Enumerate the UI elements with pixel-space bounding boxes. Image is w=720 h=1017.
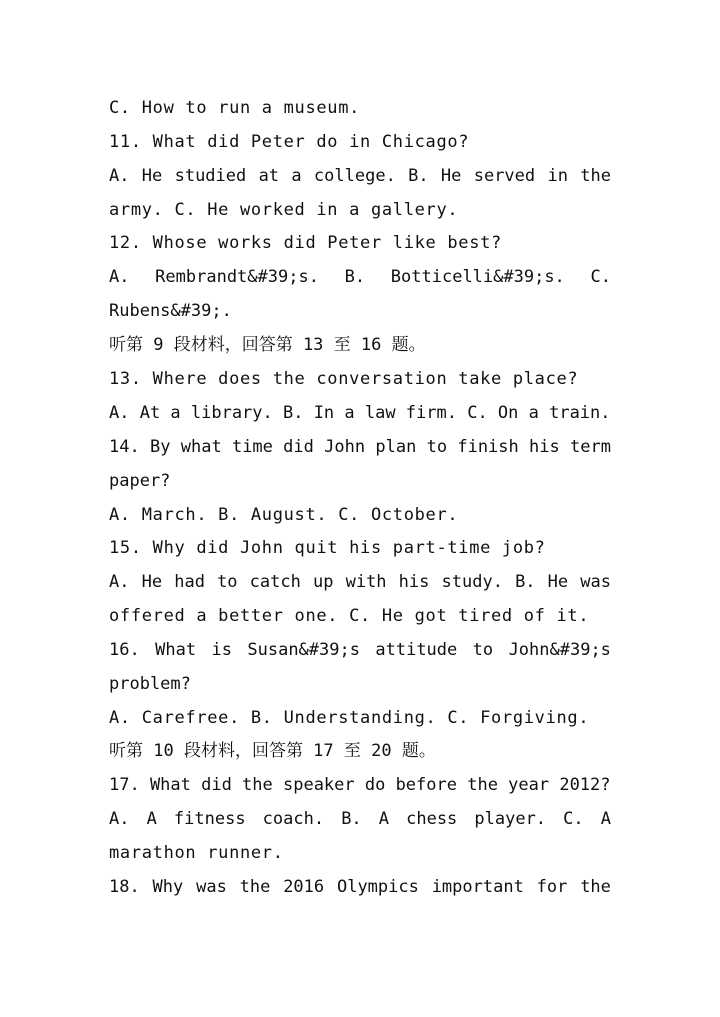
question-16-options: A. Carefree. B. Understanding. C. Forgiving. — [109, 708, 590, 728]
question-15: 15. Why did John quit his part-time job? — [109, 538, 546, 558]
word: A. — [109, 809, 130, 829]
word: to — [426, 437, 448, 457]
word: He — [547, 572, 569, 592]
word: 2016 — [283, 877, 325, 897]
word: coach. — [262, 809, 325, 829]
question-18-line-1 — [109, 876, 611, 898]
word: was — [580, 572, 611, 592]
word: chess — [406, 809, 458, 829]
question-12-options-line-1 — [109, 266, 611, 288]
word: the — [239, 877, 271, 897]
question-14-line-2: paper? — [109, 471, 171, 491]
word: B. — [515, 572, 536, 592]
word: 18. — [109, 877, 140, 897]
word: important — [431, 877, 524, 897]
word: a — [291, 166, 302, 186]
word: John&#39;s — [508, 640, 611, 660]
word: A. — [109, 166, 130, 186]
word: Rembrandt&#39;s. — [155, 267, 319, 287]
question-17: 17. What did the speaker do before the year 2012? — [109, 775, 611, 795]
word: Botticelli&#39;s. — [390, 267, 565, 287]
text-line: C. How to run a museum. — [109, 98, 361, 118]
section-heading-9: 听第 9 段材料，回答第 13 至 16 题。 — [109, 335, 426, 355]
question-16-line-1 — [109, 639, 611, 661]
word: By — [149, 437, 171, 457]
question-15-options-line-2: offered a better one. C. He got tired of it. — [109, 606, 590, 626]
question-11: 11. What did Peter do in Chicago? — [109, 132, 470, 152]
question-14-options: A. March. B. August. C. October. — [109, 505, 459, 525]
word: with — [345, 572, 387, 592]
word: attitude — [375, 640, 458, 660]
word: term — [570, 437, 611, 457]
word: What — [155, 640, 197, 660]
word: to — [217, 572, 238, 592]
word: fitness — [173, 809, 246, 829]
word: C. — [590, 267, 611, 287]
word: was — [196, 877, 227, 897]
word: Why — [152, 877, 184, 897]
word: his — [529, 437, 560, 457]
question-12: 12. Whose works did Peter like best? — [109, 233, 502, 253]
word: He — [141, 166, 163, 186]
word: for — [536, 877, 568, 897]
word: the — [580, 877, 611, 897]
word: Olympics — [336, 877, 419, 897]
word: served — [473, 166, 536, 186]
word: plan — [375, 437, 417, 457]
word: A — [146, 809, 157, 829]
question-12-options-line-2: Rubens&#39;. — [109, 301, 232, 321]
question-17-options-line-2: marathon runner. — [109, 843, 284, 863]
word: studied — [174, 166, 247, 186]
word: A — [378, 809, 390, 829]
question-17-options-line-1 — [109, 808, 611, 830]
word: up — [312, 572, 334, 592]
word: study. — [441, 572, 503, 592]
word: finish — [457, 437, 519, 457]
word: catch — [249, 572, 301, 592]
question-13-options: A. At a library. B. In a law firm. C. On a train. — [109, 403, 611, 423]
word: B. — [341, 809, 362, 829]
word: John — [324, 437, 366, 457]
word: at — [258, 166, 280, 186]
word: time — [231, 437, 273, 457]
word: to — [472, 640, 494, 660]
word: A — [600, 809, 611, 829]
question-16-line-2: problem? — [109, 674, 191, 694]
word: college. — [313, 166, 396, 186]
word: in — [547, 166, 568, 186]
word: B. — [408, 166, 429, 186]
word: A. — [109, 267, 130, 287]
word: his — [398, 572, 430, 592]
word: 16. — [109, 640, 140, 660]
word: C. — [563, 809, 584, 829]
question-11-options-line-1 — [109, 165, 611, 187]
word: Susan&#39;s — [247, 640, 360, 660]
word: A. — [109, 572, 130, 592]
word: player. — [474, 809, 547, 829]
word: B. — [344, 267, 366, 287]
word: did — [283, 437, 314, 457]
word: He — [440, 166, 462, 186]
word: the — [580, 166, 611, 186]
question-13: 13. Where does the conversation take place? — [109, 369, 579, 389]
section-heading-10: 听第 10 段材料，回答第 17 至 20 题。 — [109, 741, 436, 761]
word: He — [141, 572, 163, 592]
question-11-options-line-2: army. C. He worked in a gallery. — [109, 200, 459, 220]
word: had — [174, 572, 205, 592]
question-14-line-1 — [109, 436, 611, 458]
word: what — [180, 437, 222, 457]
question-15-options-line-1 — [109, 571, 611, 593]
word: is — [211, 640, 232, 660]
word: 14. — [109, 437, 140, 457]
